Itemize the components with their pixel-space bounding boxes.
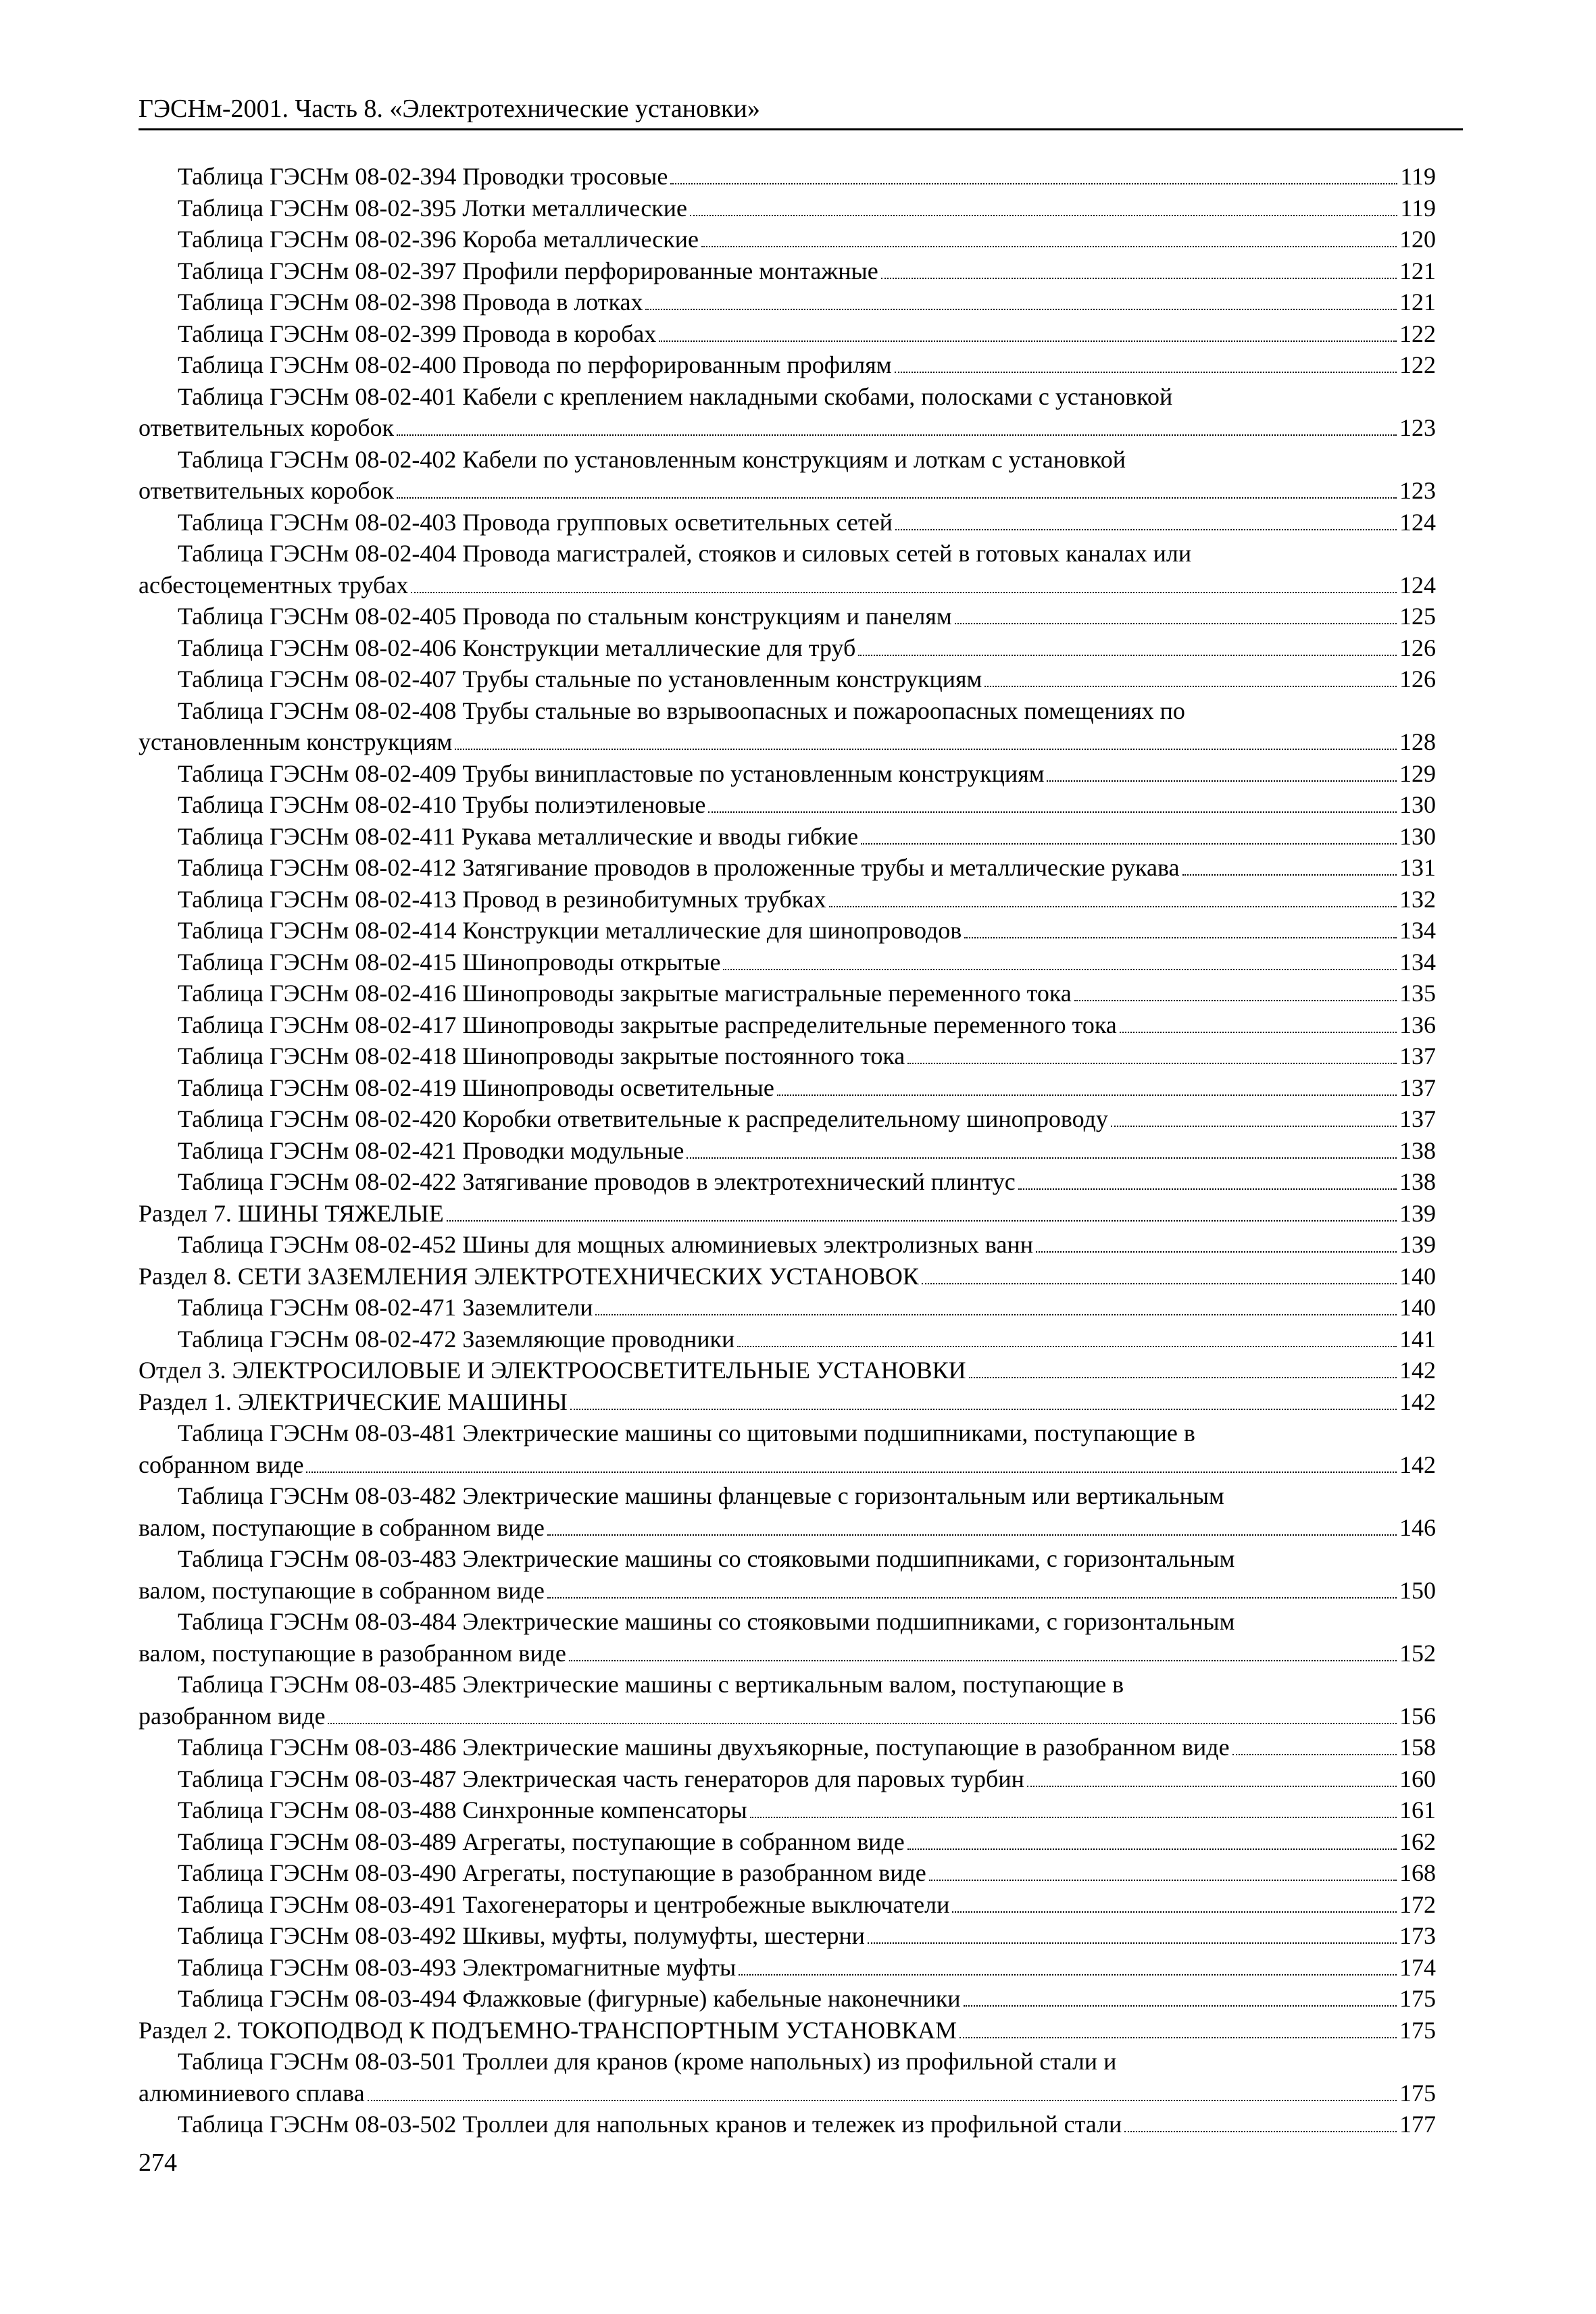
toc-entry-title-continuation: ответвительных коробок [139,477,395,504]
toc-entry[interactable] [139,507,1436,538]
dot-leader [868,1942,1397,1944]
toc-entry-title: Таблица ГЭСНм 08-02-407 Трубы стальные по установленным конструкциям [178,665,982,693]
toc-page-number: 122 [1399,320,1436,347]
dot-leader [952,1911,1397,1913]
table-of-contents [139,161,1436,2140]
toc-entry-title: Таблица ГЭСНм 08-03-491 Тахогенераторы и центробежные выключатели [178,1890,950,1918]
toc-entry[interactable] [139,2109,1436,2140]
header-divider [139,128,1463,130]
toc-page-number: 168 [1399,1859,1436,1886]
toc-page-number: 131 [1399,854,1436,881]
toc-entry[interactable] [139,1732,1436,1763]
toc-entry-title: Таблица ГЭСНм 08-02-408 Трубы стальные во взрывоопасных и пожароопасных помещениях по [178,697,1185,724]
toc-page-number: 119 [1400,194,1436,222]
toc-entry-title-continuation: алюминиевого сплава [139,2079,365,2107]
toc-page-number: 128 [1399,728,1436,755]
toc-entry-title: Таблица ГЭСНм 08-02-406 Конструкции металлические для труб [178,634,856,661]
toc-page-number: 174 [1399,1953,1436,1981]
dot-leader [723,969,1397,970]
toc-entry-title: Таблица ГЭСНм 08-03-490 Агрегаты, поступающие в разобранном виде [178,1859,926,1886]
dot-leader [411,592,1397,593]
toc-page-number: 172 [1399,1890,1436,1918]
toc-entry-title: Таблица ГЭСНм 08-02-452 Шины для мощных алюминиевых электролизных ванн [178,1231,1033,1258]
toc-page-number: 140 [1399,1294,1436,1321]
toc-page-number: 137 [1399,1074,1436,1101]
dot-leader [368,2100,1397,2101]
dot-leader [907,1063,1397,1064]
toc-entry[interactable] [139,789,1436,821]
toc-entry[interactable] [139,1355,1436,1386]
toc-entry-title: Раздел 8. СЕТИ ЗАЗЕМЛЕНИЯ ЭЛЕКТРОТЕХНИЧЕСКИХ УСТАНОВОК [139,1262,919,1290]
toc-entry-title: Таблица ГЭСНм 08-03-481 Электрические машины со щитовыми подшипниками, поступающие в [178,1419,1195,1447]
toc-entry-title-continuation: валом, поступающие в собранном виде [139,1576,545,1604]
toc-entry[interactable] [139,224,1436,255]
toc-page-number: 126 [1399,634,1436,661]
toc-entry[interactable] [139,1072,1436,1104]
toc-entry-title: Таблица ГЭСНм 08-03-501 Троллеи для кранов (кроме напольных) из профильной стали и [178,2048,1117,2075]
toc-entry-title: Таблица ГЭСНм 08-02-405 Провода по стальным конструкциям и панелям [178,603,952,630]
dot-leader [306,1472,1397,1473]
toc-page-number: 146 [1399,1513,1436,1541]
toc-entry-title: Таблица ГЭСНм 08-02-396 Короба металлические [178,226,699,253]
dot-leader [861,843,1397,845]
toc-entry[interactable] [139,1261,1436,1292]
dot-leader [701,246,1397,247]
toc-entry[interactable] [139,1920,1436,1952]
toc-page-number: 137 [1399,1042,1436,1070]
dot-leader [1232,1754,1397,1755]
toc-page-number: 139 [1399,1231,1436,1258]
page-header: ГЭСНм-2001. Часть 8. «Электротехнические установки» [139,95,760,123]
dot-leader [670,183,1397,184]
toc-page-number: 132 [1399,885,1436,913]
toc-page-number: 141 [1399,1325,1436,1353]
toc-entry-title: Таблица ГЭСНм 08-03-492 Шкивы, муфты, полумуфты, шестерни [178,1922,865,1949]
toc-entry[interactable] [139,1040,1436,1072]
toc-entry-title-continuation: разобранном виде [139,1702,326,1730]
toc-page-number: 137 [1399,1105,1436,1132]
dot-leader [397,497,1397,499]
dot-leader [829,906,1397,907]
dot-leader [984,686,1397,687]
toc-entry-title: Раздел 1. ЭЛЕКТРИЧЕСКИЕ МАШИНЫ [139,1388,568,1415]
toc-entry[interactable] [139,1135,1436,1167]
dot-leader [777,1095,1397,1096]
toc-page-number: 142 [1399,1451,1436,1478]
toc-entry[interactable] [139,1983,1436,2015]
toc-entry-title: Таблица ГЭСНм 08-03-502 Троллеи для напольных кранов и тележек из профильной стали [178,2111,1122,2138]
toc-page-number: 140 [1399,1262,1436,1290]
toc-entry[interactable] [139,1103,1436,1135]
dot-leader [1111,1126,1397,1127]
toc-page-number: 123 [1399,414,1436,441]
toc-entry[interactable] [139,538,1436,601]
toc-entry-title: Таблица ГЭСНм 08-02-400 Провода по перфорированным профилям [178,351,892,378]
toc-page-number: 161 [1399,1796,1436,1823]
toc-entry-title: Таблица ГЭСНм 08-02-422 Затягивание проводов в электротехнический плинтус [178,1168,1016,1195]
dot-leader [1124,2131,1397,2132]
dot-leader [964,937,1397,938]
toc-entry[interactable] [139,821,1436,853]
toc-entry[interactable] [139,1009,1436,1041]
toc-page-number: 129 [1399,759,1436,787]
toc-entry-title-continuation: ответвительных коробок [139,414,395,441]
toc-page-number: 138 [1399,1168,1436,1195]
toc-entry-title: Таблица ГЭСНм 08-02-401 Кабели с креплением накладными скобами, полосками с установкой [178,382,1173,410]
toc-entry-title: Таблица ГЭСНм 08-02-398 Провода в лотках [178,288,643,316]
dot-leader [645,309,1397,310]
toc-entry[interactable] [139,1292,1436,1324]
toc-page-number: 135 [1399,980,1436,1007]
toc-entry-title: Таблица ГЭСНм 08-02-421 Проводки модульные [178,1136,684,1164]
dot-leader [455,749,1397,750]
dot-leader [690,215,1397,216]
toc-entry[interactable] [139,193,1436,224]
toc-entry[interactable] [139,947,1436,978]
toc-entry-title: Таблица ГЭСНм 08-02-395 Лотки металлические [178,194,687,222]
toc-entry-title: Таблица ГЭСНм 08-02-420 Коробки ответвительные к распределительному шинопроводу [178,1105,1108,1132]
toc-entry[interactable] [139,318,1436,350]
toc-page-number: 134 [1399,917,1436,944]
toc-entry[interactable] [139,632,1436,664]
toc-entry[interactable] [139,884,1436,915]
dot-leader [708,811,1397,813]
toc-entry-title: Таблица ГЭСНм 08-03-484 Электрические машины со стояковыми подшипниками, с горизонтальным [178,1608,1235,1635]
toc-page-number: 138 [1399,1136,1436,1164]
toc-page-number: 139 [1399,1199,1436,1227]
toc-entry-title: Таблица ГЭСНм 08-03-488 Синхронные компенсаторы [178,1796,747,1823]
toc-entry-title: Таблица ГЭСНм 08-03-482 Электрические машины фланцевые с горизонтальным или вертикальным [178,1482,1224,1509]
toc-entry-title: Таблица ГЭСНм 08-02-414 Конструкции металлические для шинопроводов [178,917,962,944]
toc-page-number: 119 [1400,163,1436,190]
toc-entry-title: Таблица ГЭСНм 08-03-493 Электромагнитные муфты [178,1953,737,1981]
toc-page-number: 122 [1399,351,1436,378]
toc-page-number: 175 [1399,2016,1436,2044]
toc-entry[interactable] [139,1889,1436,1921]
toc-entry[interactable] [139,255,1436,287]
toc-entry[interactable] [139,2046,1436,2109]
toc-entry-title-continuation: валом, поступающие в разобранном виде [139,1639,566,1667]
toc-entry-title: Таблица ГЭСНм 08-03-487 Электрическая часть генераторов для паровых турбин [178,1765,1024,1792]
toc-entry-title: Таблица ГЭСНм 08-02-394 Проводки тросовые [178,163,668,190]
toc-entry[interactable] [139,1826,1436,1858]
dot-leader [895,529,1397,530]
toc-entry-title: Таблица ГЭСНм 08-02-471 Заземлители [178,1294,593,1321]
dot-leader [1182,874,1397,876]
toc-page-number: 123 [1399,477,1436,504]
toc-entry-title: Таблица ГЭСНм 08-03-489 Агрегаты, поступающие в собранном виде [178,1828,905,1855]
toc-entry[interactable] [139,663,1436,695]
dot-leader [955,623,1397,624]
toc-page-number: 134 [1399,948,1436,976]
dot-leader [659,341,1397,342]
toc-page-number: 126 [1399,665,1436,693]
dot-leader [881,278,1397,279]
dot-leader [929,1880,1397,1881]
dot-leader [959,2037,1397,2038]
dot-leader [858,655,1397,656]
toc-entry[interactable] [139,1166,1436,1198]
dot-leader [397,434,1397,436]
dot-leader [737,1346,1397,1347]
toc-entry-title: Таблица ГЭСНм 08-02-410 Трубы полиэтиленовые [178,791,706,818]
toc-entry-title-continuation: собранном виде [139,1451,304,1478]
toc-entry-title: Таблица ГЭСНм 08-02-416 Шинопроводы закрытые магистральные переменного тока [178,980,1072,1007]
toc-entry-title: Таблица ГЭСНм 08-02-417 Шинопроводы закрытые распределительные переменного тока [178,1011,1117,1038]
dot-leader [964,2005,1397,2007]
dot-leader [922,1283,1397,1284]
dot-leader [1036,1251,1397,1253]
toc-entry-title: Таблица ГЭСНм 08-02-409 Трубы винипластовые по установленным конструкциям [178,759,1045,787]
toc-page-number: 130 [1399,822,1436,850]
dot-leader [569,1660,1397,1661]
toc-page-number: 158 [1399,1734,1436,1761]
dot-leader [1047,780,1397,782]
toc-entry-title: Таблица ГЭСНм 08-02-403 Провода групповых осветительных сетей [178,508,893,536]
toc-page-number: 121 [1399,257,1436,284]
toc-entry-title: Таблица ГЭСНм 08-03-486 Электрические машины двухъякорные, поступающие в разобранном виде [178,1734,1230,1761]
toc-entry-title: Таблица ГЭСНм 08-02-415 Шинопроводы открытые [178,948,721,976]
dot-leader [1027,1786,1397,1787]
toc-entry[interactable] [139,1543,1436,1606]
toc-page-number: 130 [1399,791,1436,818]
toc-entry[interactable] [139,161,1436,193]
toc-entry-title: Таблица ГЭСНм 08-03-483 Электрические машины со стояковыми подшипниками, с горизонтальным [178,1545,1235,1572]
toc-entry[interactable] [139,1386,1436,1418]
toc-entry-title: Отдел 3. ЭЛЕКТРОСИЛОВЫЕ И ЭЛЕКТРООСВЕТИТЕЛЬНЫЕ УСТАНОВКИ [139,1357,966,1384]
toc-entry-title: Таблица ГЭСНм 08-02-412 Затягивание проводов в проложенные трубы и металлические рукава [178,854,1180,881]
toc-entry-title: Таблица ГЭСНм 08-02-397 Профили перфорированные монтажные [178,257,878,284]
toc-entry-title: Раздел 2. ТОКОПОДВОД К ПОДЪЕМНО-ТРАНСПОРТНЫМ УСТАНОВКАМ [139,2016,957,2044]
dot-leader [547,1534,1397,1536]
toc-entry-title: Таблица ГЭСНм 08-02-402 Кабели по установленным конструкциям и лоткам с установкой [178,445,1126,473]
toc-entry[interactable] [139,286,1436,318]
dot-leader [1018,1188,1397,1190]
toc-page-number: 120 [1399,226,1436,253]
toc-page-number: 125 [1399,603,1436,630]
toc-entry-title: Таблица ГЭСНм 08-03-494 Флажковые (фигурные) кабельные наконечники [178,1985,961,2012]
toc-entry[interactable] [139,444,1436,507]
toc-entry-title: Таблица ГЭСНм 08-02-419 Шинопроводы осветительные [178,1074,774,1101]
toc-page-number: 124 [1399,508,1436,536]
toc-page-number: 175 [1399,1985,1436,2012]
toc-entry-title: Таблица ГЭСНм 08-02-399 Провода в коробах [178,320,657,347]
toc-entry[interactable] [139,915,1436,947]
toc-page-number: 160 [1399,1765,1436,1792]
toc-entry[interactable] [139,758,1436,790]
dot-leader [447,1220,1397,1222]
toc-entry-title-continuation: валом, поступающие в собранном виде [139,1513,545,1541]
toc-entry[interactable] [139,1669,1436,1732]
toc-entry[interactable] [139,1857,1436,1889]
toc-page-number: 173 [1399,1922,1436,1949]
toc-page-number: 152 [1399,1639,1436,1667]
dot-leader [687,1157,1397,1159]
toc-entry[interactable] [139,1952,1436,1984]
toc-entry-title: Раздел 7. ШИНЫ ТЯЖЕЛЫЕ [139,1199,444,1227]
dot-leader [750,1817,1397,1818]
toc-entry-title: Таблица ГЭСНм 08-02-411 Рукава металлические и вводы гибкие [178,822,859,850]
dot-leader [570,1409,1397,1410]
toc-entry[interactable] [139,852,1436,884]
dot-leader [969,1377,1397,1378]
dot-leader [1074,1000,1397,1001]
toc-entry-title: Таблица ГЭСНм 08-02-472 Заземляющие проводники [178,1325,735,1353]
toc-page-number: 142 [1399,1357,1436,1384]
dot-leader [547,1597,1397,1599]
toc-entry[interactable] [139,1198,1436,1230]
toc-entry[interactable] [139,1417,1436,1480]
dot-leader [595,1314,1397,1315]
toc-page-number: 156 [1399,1702,1436,1730]
toc-entry-title-continuation: асбестоцементных трубах [139,571,409,599]
toc-entry-title: Таблица ГЭСНм 08-02-418 Шинопроводы закрытые постоянного тока [178,1042,905,1070]
toc-page-number: 162 [1399,1828,1436,1855]
toc-entry-title: Таблица ГЭСНм 08-02-413 Провод в резинобитумных трубках [178,885,826,913]
dot-leader [907,1848,1397,1850]
dot-leader [1120,1032,1397,1033]
toc-page-number: 175 [1399,2079,1436,2107]
toc-entry[interactable] [139,1606,1436,1669]
toc-page-number: 150 [1399,1576,1436,1604]
toc-entry[interactable] [139,1324,1436,1355]
toc-entry[interactable] [139,1229,1436,1261]
toc-entry[interactable] [139,695,1436,758]
toc-entry[interactable] [139,1480,1436,1543]
toc-entry[interactable] [139,2015,1436,2046]
toc-entry[interactable] [139,978,1436,1009]
toc-entry[interactable] [139,349,1436,381]
dot-leader [328,1723,1397,1724]
toc-page-number: 124 [1399,571,1436,599]
toc-entry[interactable] [139,1763,1436,1795]
dot-leader [895,372,1397,373]
toc-page-number: 136 [1399,1011,1436,1038]
toc-page-number: 177 [1399,2111,1436,2138]
toc-entry[interactable] [139,601,1436,632]
toc-entry[interactable] [139,1794,1436,1826]
toc-entry[interactable] [139,381,1436,444]
page-number: 274 [139,2148,177,2177]
toc-page-number: 121 [1399,288,1436,316]
toc-entry-title-continuation: установленным конструкциям [139,728,453,755]
dot-leader [739,1974,1397,1976]
toc-page-number: 142 [1399,1388,1436,1415]
toc-entry-title: Таблица ГЭСНм 08-02-404 Провода магистралей, стояков и силовых сетей в готовых каналах или [178,540,1192,567]
toc-entry-title: Таблица ГЭСНм 08-03-485 Электрические машины с вертикальным валом, поступающие в [178,1671,1124,1698]
